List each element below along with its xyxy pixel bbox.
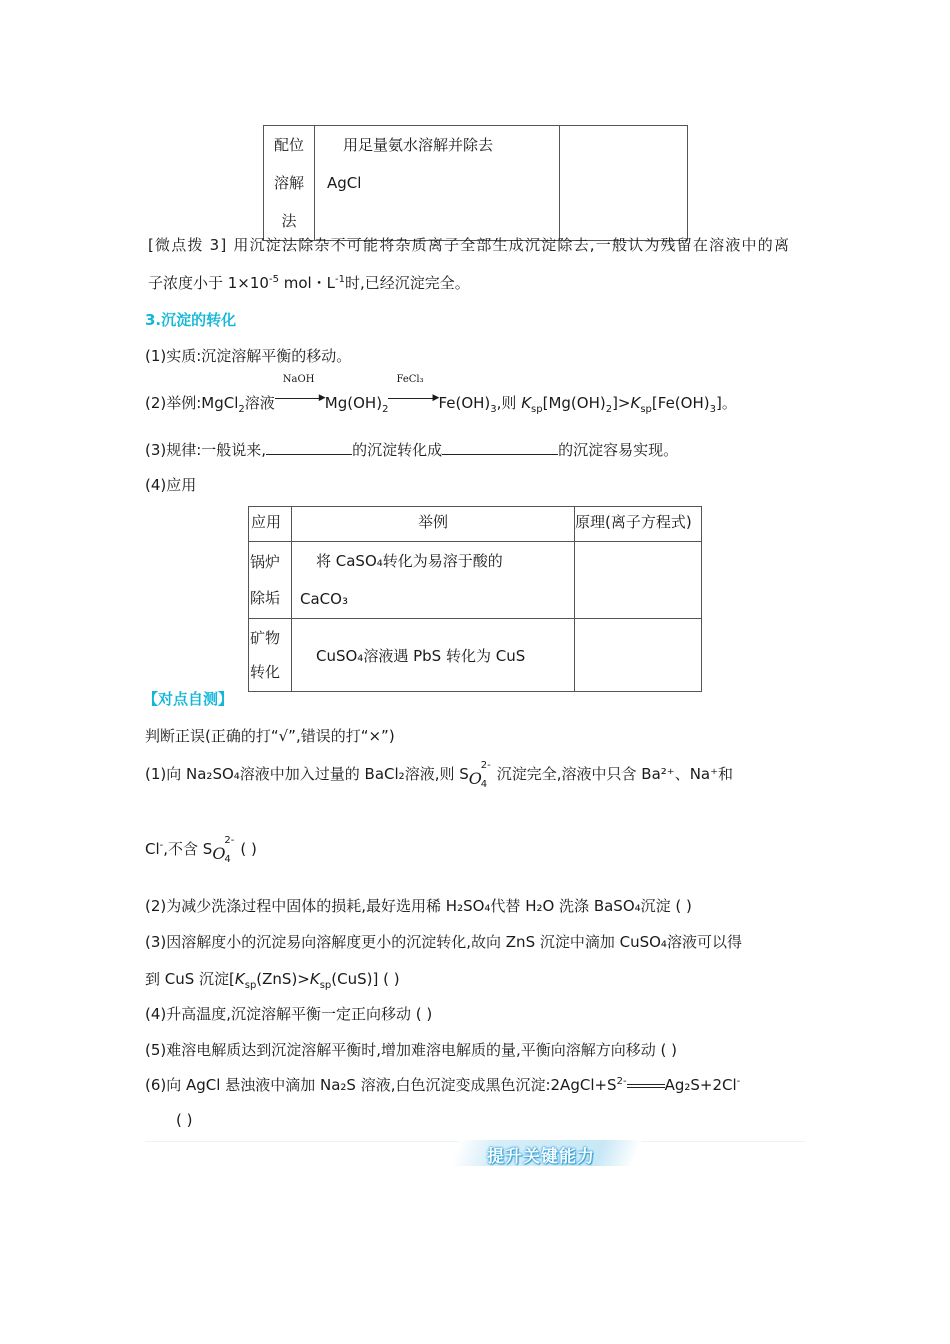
banner-title: 提升关键能力 — [487, 1147, 595, 1167]
example-line: 用足量氨水溶解并除去 — [343, 136, 494, 154]
header-cell: 应用 — [249, 507, 292, 542]
app-cell: 矿物 转化 — [249, 619, 292, 692]
question-6: (6)向 AgCl 悬浊液中滴加 Na₂S 溶液,白色沉淀变成黑色沉淀$:2AgCl+S^{2-}$ Ag₂S+2Cl- — [145, 1076, 741, 1094]
selftest-title: 【对点自测】 — [143, 690, 234, 708]
header-cell: 原理(离子方程式) — [575, 507, 702, 542]
section-title: 3.沉淀的转化 — [145, 311, 237, 329]
sulfate-ion: O 4 2- — [468, 760, 491, 790]
example-line: AgCl — [327, 174, 362, 192]
question-3: (3)因溶解度小的沉淀易向溶解度更小的沉淀转化,故向 ZnS 沉淀中滴加 CuSO₄溶液可以得 — [145, 933, 742, 951]
reaction-arrow: NaOH ▶ — [275, 388, 325, 408]
para-2: (2)举例:MgCl$_2$溶液 NaOH ▶ $Mg(OH)_2$ FeCl₃ ▶ $Fe(OH)_3$,则 $K_{sp}[Mg(OH)_2]>K_{sp}[Fe(OH)_3]$。 — [145, 374, 737, 415]
method-line: 配位 — [273, 136, 304, 154]
para-3: (3)规律:一般说来, 的沉淀转化成 的沉淀容易实现。 — [145, 441, 679, 459]
example-cell: CuSO₄溶液遇 PbS 转化为 CuS — [292, 619, 575, 692]
method-cell — [264, 126, 315, 241]
tip-tag: [微点拨 3] — [148, 236, 228, 254]
header-cell: 举例 — [292, 507, 575, 542]
fill-blank[interactable] — [442, 440, 558, 455]
method-line: 法 — [281, 212, 297, 230]
question-2: (2)为减少洗涤过程中固体的损耗,最好选用稀 H₂SO₄代替 H₂O 洗涤 BaSO₄沉淀 ( ) — [145, 897, 692, 915]
principle-cell — [560, 126, 688, 241]
question-6-answer: ( ) — [176, 1111, 193, 1129]
sulfate-ion: O 4 2- — [212, 835, 235, 865]
equals-sign — [627, 1084, 665, 1088]
tip-line-2: 子浓度小于 $1\times 10^{-5}$ mol・$L^{-1}$时,已经沉淀完全。 — [148, 274, 470, 292]
method-line: 溶解 — [273, 174, 304, 192]
reaction-arrow: FeCl₃ ▶ — [388, 388, 438, 408]
principle-cell — [575, 542, 702, 619]
principle-cell — [575, 619, 702, 692]
fill-blank[interactable] — [266, 440, 352, 455]
example-cell: 将 CaSO₄转化为易溶于酸的 CaCO₃ — [292, 542, 575, 619]
para-1: (1)实质:沉淀溶解平衡的移动。 — [145, 347, 352, 365]
para-4: (4)应用 — [145, 476, 197, 494]
tip-line-1: [微点拨 3] 用沉淀法除杂不可能将杂质离子全部生成沉淀除去,一般认为残留在溶液中的离 — [148, 236, 791, 254]
example-cell — [315, 126, 560, 241]
method-table — [263, 125, 688, 241]
application-table — [248, 506, 702, 692]
question-5: (5)难溶电解质达到沉淀溶解平衡时,增加难溶电解质的量,平衡向溶解方向移动 ( ) — [145, 1041, 678, 1059]
question-4: (4)升高温度,沉淀溶解平衡一定正向移动 ( ) — [145, 1005, 433, 1023]
question-3-cont: 到 CuS 沉淀$[K_{sp}(ZnS)>K_{sp}(CuS)]$ ( ) — [145, 970, 400, 991]
question-1-cont: Cl-,不含 S O 4 2- ( ) — [145, 835, 257, 865]
selftest-intro: 判断正误(正确的打“√”,错误的打“×”) — [145, 727, 395, 745]
app-cell: 锅炉 除垢 — [249, 542, 292, 619]
question-1: (1)向 Na₂SO₄溶液中加入过量的 BaCl₂溶液,则 S O 4 2- 沉淀完全,溶液中只含 Ba²⁺、Na⁺和 — [145, 760, 734, 790]
